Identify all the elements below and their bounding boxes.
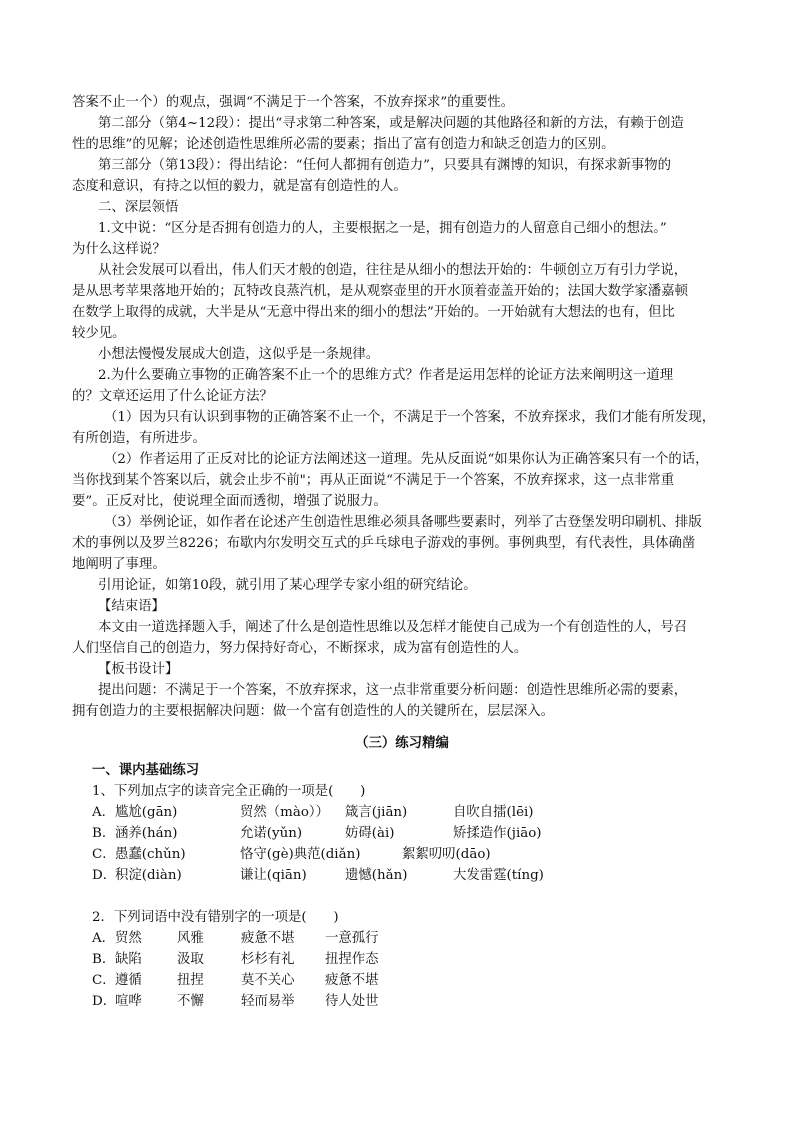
exercise-1-option-b [72, 823, 732, 844]
question-1-line-1: 1.文中说：“区分是否拥有创造力的人，主要根据之一是，拥有创造力的人留意自己细小的想法。” [98, 221, 667, 236]
option-item: 妨碍(ài) [345, 826, 395, 841]
option-item: 汲取 [177, 952, 204, 967]
answer-1-line-4: 较少见。 [72, 326, 126, 341]
option-item: 缺陷 [115, 952, 142, 967]
answer-2-1-line-1: （1）因为只有认识到事物的正确答案不止一个，不满足于一个答案，不放弃探求，我们才能有所发现， [104, 410, 716, 425]
document-page [72, 92, 732, 1012]
board-design-title: 【板书设计】 [98, 662, 179, 677]
spacer [72, 886, 732, 907]
option-label: D． [92, 868, 117, 883]
option-item: 遗憾(hǎn) [345, 868, 408, 883]
part-two-line-2: 性的思维”的见解；论述创造性思维所必需的要素；指出了富有创造力和缺乏创造力的区别。 [72, 137, 615, 152]
option-item: 涵养(hán) [115, 826, 178, 841]
answer-1-line-5: 小想法慢慢发展成大创造，这似乎是一条规律。 [98, 347, 380, 362]
option-item: 风雅 [177, 931, 204, 946]
option-item: 喧哗 [115, 994, 142, 1009]
answer-2-4: 引用论证，如第10段，就引用了某心理学专家小组的研究结论。 [98, 578, 477, 593]
option-item: 轻而易举 [241, 994, 295, 1009]
option-item: 一意孤行 [325, 931, 379, 946]
exercise-1-option-d [72, 865, 732, 886]
board-design-line-1: 提出问题：不满足于一个答案，不放弃探求，这一点非常重要分析问题：创造性思维所必需的要素， [98, 683, 688, 698]
option-label: D． [92, 994, 117, 1009]
conclusion-line-2: 人们坚信自己的创造力，努力保持好奇心，不断探求，成为富有创造性的人。 [72, 641, 528, 656]
option-item: 允诺(yǔn) [240, 826, 303, 841]
option-label: B． [92, 826, 116, 841]
option-item: 箴言(jiān) [345, 805, 408, 820]
question-2-line-2: 的？文章还运用了什么论证方法？ [72, 389, 273, 404]
section-heading: （三）练习精编 [355, 735, 449, 751]
part-three-line-1: 第三部分（第13段）：得出结论：“任何人都拥有创造力”，只要具有渊博的知识，有探求新事物的 [98, 158, 672, 173]
exercise-2-option-c [72, 970, 732, 991]
exercise-1-option-c [72, 844, 732, 865]
option-item: 自吹自擂(lēi) [453, 805, 534, 820]
answer-1-line-2: 是从思考苹果落地开始的；瓦特改良蒸汽机，是从观察壶里的开水顶着壶盖开始的；法国大数学家潘嘉顿 [72, 284, 688, 299]
option-item: 遵循 [115, 973, 142, 988]
question-2-line-1: 2.为什么要确立事物的正确答案不止一个的思维方式？作者是运用怎样的论证方法来阐明这一道理 [98, 368, 674, 383]
option-item: 不懈 [177, 994, 204, 1009]
option-label: C． [92, 973, 116, 988]
answer-2-2-line-1: （2）作者运用了正反对比的论证方法阐述这一道理。先从反面说“如果你认为正确答案只有一个的话， [104, 452, 709, 467]
exercise-1-option-a [72, 802, 732, 823]
option-item: 愚蠢(chǔn) [115, 847, 186, 862]
option-label: A． [92, 931, 116, 946]
answer-2-1-line-2: 有所创造，有所进步。 [72, 431, 206, 446]
option-item: 莫不关心 [241, 973, 295, 988]
answer-1-line-3: 在数学上取得的成就，大半是从“无意中得出来的细小的想法”开始的。一开始就有大想法的也有，但比 [72, 305, 675, 320]
option-item: 大发雷霆(tíng) [453, 868, 544, 883]
option-label: B． [92, 952, 116, 967]
option-item: 杉杉有礼 [241, 952, 295, 967]
board-design-line-2: 拥有创造力的主要根据解决问题：做一个富有创造性的人的关键所在，层层深入。 [72, 704, 555, 719]
conclusion-title: 【结束语】 [98, 599, 165, 614]
answer-2-3-line-1: （3）举例论证，如作者在论述产生创造性思维必须具备哪些要素时，列举了古登堡发明印刷机、排版 [104, 515, 702, 530]
exercise-2-option-a [72, 928, 732, 949]
option-item: 疲惫不堪 [325, 973, 379, 988]
option-item: 积淀(diàn) [115, 868, 182, 883]
part-two-line-1: 第二部分（第4~12段）：提出“寻求第二种答案，或是解决问题的其他路径和新的方法，有赖于创造 [98, 116, 684, 131]
option-item: 恪守(gè)典范(diǎn) [240, 847, 361, 862]
question-1-line-2: 为什么这样说？ [72, 242, 166, 257]
answer-1-line-1: 从社会发展可以看出，伟人们天才般的创造，往往是从细小的想法开始的：牛顿创立万有引力学说， [98, 263, 688, 278]
basics-title: 一、课内基础练习 [92, 762, 200, 778]
answer-2-3-line-2: 术的事例以及罗兰8226；布歇内尔发明交互式的乒乓球电子游戏的事例。事例典型，有代表性，具体确凿 [72, 536, 696, 551]
answer-2-2-line-3: 要”。正反对比，使说理全面而透彻，增强了说服力。 [72, 494, 387, 509]
option-label: A． [92, 805, 116, 820]
exercise-2-question: 2．下列词语中没有错别字的一项是( ) [92, 910, 339, 925]
conclusion-line-1: 本文由一道选择题入手，阐述了什么是创造性思维以及怎样才能使自己成为一个有创造性的人，号召 [98, 620, 688, 635]
answer-2-3-line-3: 地阐明了事理。 [72, 557, 166, 572]
exercise-1-question: 1、下列加点字的读音完全正确的一项是( ) [92, 784, 366, 799]
option-item: 待人处世 [325, 994, 379, 1009]
exercise-2-option-d [72, 991, 732, 1012]
option-item: 扭捏 [177, 973, 204, 988]
deep-understanding-title: 二、深层领悟 [98, 200, 179, 215]
exercise-2-option-b [72, 949, 732, 970]
answer-2-2-line-2: 当你找到某个答案以后，就会止步不前"；再从正面说“不满足于一个答案，不放弃探求，这一点非常重 [72, 473, 675, 488]
option-item: 扭捏作态 [325, 952, 379, 967]
part-three-line-2: 态度和意识，有持之以恒的毅力，就是富有创造性的人。 [72, 179, 407, 194]
option-label: C． [92, 847, 116, 862]
option-item: 絮絮叨叨(dāo) [402, 847, 491, 862]
option-item: 尴尬(gān) [115, 805, 178, 820]
option-item: 疲惫不堪 [241, 931, 295, 946]
option-item: 贸然（mào）） [240, 805, 329, 820]
option-item: 谦让(qiān) [240, 868, 307, 883]
part-one-tail: 答案不止一个）的观点，强调“不满足于一个答案，不放弃探求”的重要性。 [72, 95, 515, 110]
option-item: 贸然 [115, 931, 142, 946]
option-item: 矫揉造作(jiāo) [453, 826, 542, 841]
